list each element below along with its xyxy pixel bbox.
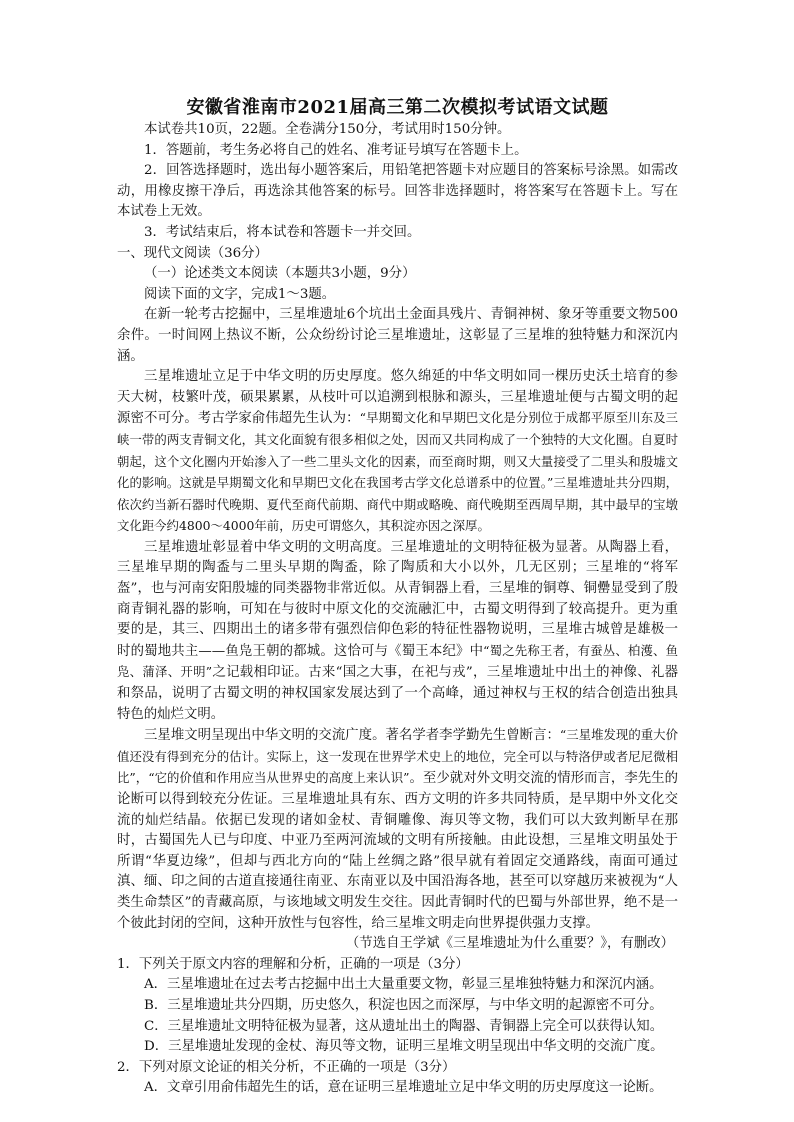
- passage-text: 。至少就对外文明交流的情形而言，李先生的论断可以得到较充分佐证。三星堆遗址具有东、西方文明的许多共同特质，是早期中外文化交流的灿烂结晶。依据已发现的诸如金杖、青铜雕像、海贝等文物，我们可以大致判断早在那时，古蜀国先人已与印度、中亚乃至两河流域的文明有所接触。由此设想，三星堆文明虽处于所谓“华夏边缘”，但却与西北方向的“陆上丝绸之路”很早就有着固定交通路线，南面可通过滇、缅、印之间的古道直接通往南亚、东南亚以及中国沿海各地，甚至可以穿越历来被视为“人类生命禁区”的青藏高原，与该地域文明发生交往。因此青铜时代的巴蜀与外部世界，绝不是一个彼此封闭的空间，这种开放性与包容性，给三星堆文明走向世界提供强力支撑。: [117, 771, 678, 931]
- question-1-option-c: C．三星堆遗址文明特征极为显著，这从遗址出土的陶器、青铜器上完全可以获得认知。: [144, 1018, 664, 1034]
- page-title: 安徽省淮南市2021届高三第二次模拟考试语文试题: [186, 97, 609, 118]
- question-1-option-b: B．三星堆遗址共分四期，历史悠久，积淀也因之而深厚，与中华文明的起源密不可分。: [144, 997, 663, 1013]
- passage-paragraph-2: [117, 367, 678, 538]
- passage-quote: “三星堆发现的重大价值还没有得到充分的估计。实际上，这一发现在世界学术史上的地位，完全可以与特洛伊或者尼尼微相比”，“它的价值和作用应当从世界史的高度上来认识”: [117, 727, 678, 786]
- passage-paragraph-4: [117, 725, 678, 934]
- question-2-stem: 2．下列对原文论证的相关分析，不正确的一项是（3分）: [117, 1059, 456, 1075]
- instruction-3: 3．考试结束后，将本试卷和答题卡一并交回。: [144, 224, 421, 240]
- source-citation: （节选自王学斌《三星堆遗址为什么重要？》，有删改）: [345, 936, 674, 952]
- passage-paragraph-1: 在新一轮考古挖掘中，三星堆遗址6个坑出土金面具残片、青铜神树、象牙等重要文物500余件。一时间网上热议不断，公众纷纷讨论三星堆遗址，这彰显了三星堆的独特魅力和深沉内涵。: [117, 307, 678, 364]
- question-1-option-d: D．三星堆遗址发现的金杖、海贝等文物，证明三星堆文明呈现出中华文明的交流广度。: [144, 1039, 664, 1055]
- passage-quote: “早期蜀文化和早期巴文化是分别位于成都平原至川东及三峡一带的两支青铜文化，其文化面貌有很多相似之处，因而又共同构成了一个独特的大文化圈。自夏时朝起，这个文化圈内开始渗入了一些二里头文化的因素，而至商时期，则又大量接受了二里头和殷墟文化的影响。这就是早期蜀文化和早期巴文化在我国考古学文化总谱系中的位置。”: [117, 410, 678, 491]
- passage-paragraph-3: [117, 538, 678, 725]
- reading-prompt: 阅读下面的文字，完成1～3题。: [144, 286, 336, 302]
- passage-text: 三星堆遗址立足于中华文明的历史厚度。悠久绵延的中华文明如同一棵历史沃土培育的参天大树，枝繁叶茂，硕果累累，从枝叶可以追溯到根脉和源头，三星堆遗址便与古蜀文明的起源密不可分。考古学家俞伟超先生认为：: [117, 369, 678, 427]
- question-1-stem: 1．下列关于原文内容的理解和分析，正确的一项是（3分）: [117, 956, 469, 972]
- question-1-option-a: A．三星堆遗址在过去考古挖掘中出土大量重要文物，彰显三星堆独特魅力和深沉内涵。: [144, 977, 663, 993]
- passage-text-small: 三星堆遗址共分四期，依次约当新石器时代晚期、夏代至商代前期、商代中期或略晚、商代晚期至西周早期，其中最早的宝墩文化距今约4800～4000年前，历史可谓悠久，其积淀亦因之深厚。: [117, 475, 678, 534]
- instruction-1: 1．答题前，考生务必将自己的姓名、准考证号填写在答题卡上。: [144, 142, 528, 158]
- exam-intro: 本试卷共10页，22题。全卷满分150分，考试用时150分钟。: [144, 122, 511, 137]
- instruction-2: 2．回答选择题时，选出每小题答案后，用铅笔把答题卡对应题目的答案标号涂黑。如需改动，用橡皮擦干净后，再选涂其他答案的标号。回答非选择题时，将答案写在答题卡上。写在本试卷上无效。: [117, 163, 678, 220]
- question-2-option-a: A．文章引用俞伟超先生的话，意在证明三星堆遗址立足中华文明的历史厚度这一论断。: [144, 1080, 663, 1096]
- passage-text: 三星堆遗址彰显着中华文明的文明高度。三星堆遗址的文明特征极为显著。从陶器上看，三星堆早期的陶盉与二里头早期的陶盉，除了陶质和大小以外，几无区别；三星堆的“将军盔”，也与河南安阳殷墟的同类器物非常近似。从青铜器上看，三星堆的铜尊、铜罍显受到了殷商青铜礼器的影响，可知在与彼时中原文化的交流融汇中，古蜀文明得到了较高提升。更为重要的是，其三、四期出土的诸多带有强烈信仰色彩的特征性器物说明，三星堆古城曾是雄极一时的蜀地共主——鱼凫王朝的都城。这恰可与《蜀王本纪》中: [117, 539, 678, 659]
- passage-text: 之记载相印证。古来“国之大事，在祀与戎”，三星堆遗址中出土的神像、礼器和祭品，说明了古蜀文明的神权国家发展达到了一个高峰，通过神权与王权的结合创造出独具特色的灿烂文明。: [117, 665, 678, 722]
- passage-quote: “蜀之先称王者，有蚕丛、柏濩、鱼凫、蒲泽、开明”: [117, 642, 679, 680]
- subsection-heading: （一）论述类文本阅读（本题共3小题，9分）: [144, 266, 416, 282]
- section-heading: 一、现代文阅读（36分）: [117, 245, 268, 261]
- exam-page: [117, 96, 678, 1099]
- passage-text: 三星堆文明呈现出中华文明的交流广度。著名学者李学勤先生曾断言：: [144, 728, 560, 744]
